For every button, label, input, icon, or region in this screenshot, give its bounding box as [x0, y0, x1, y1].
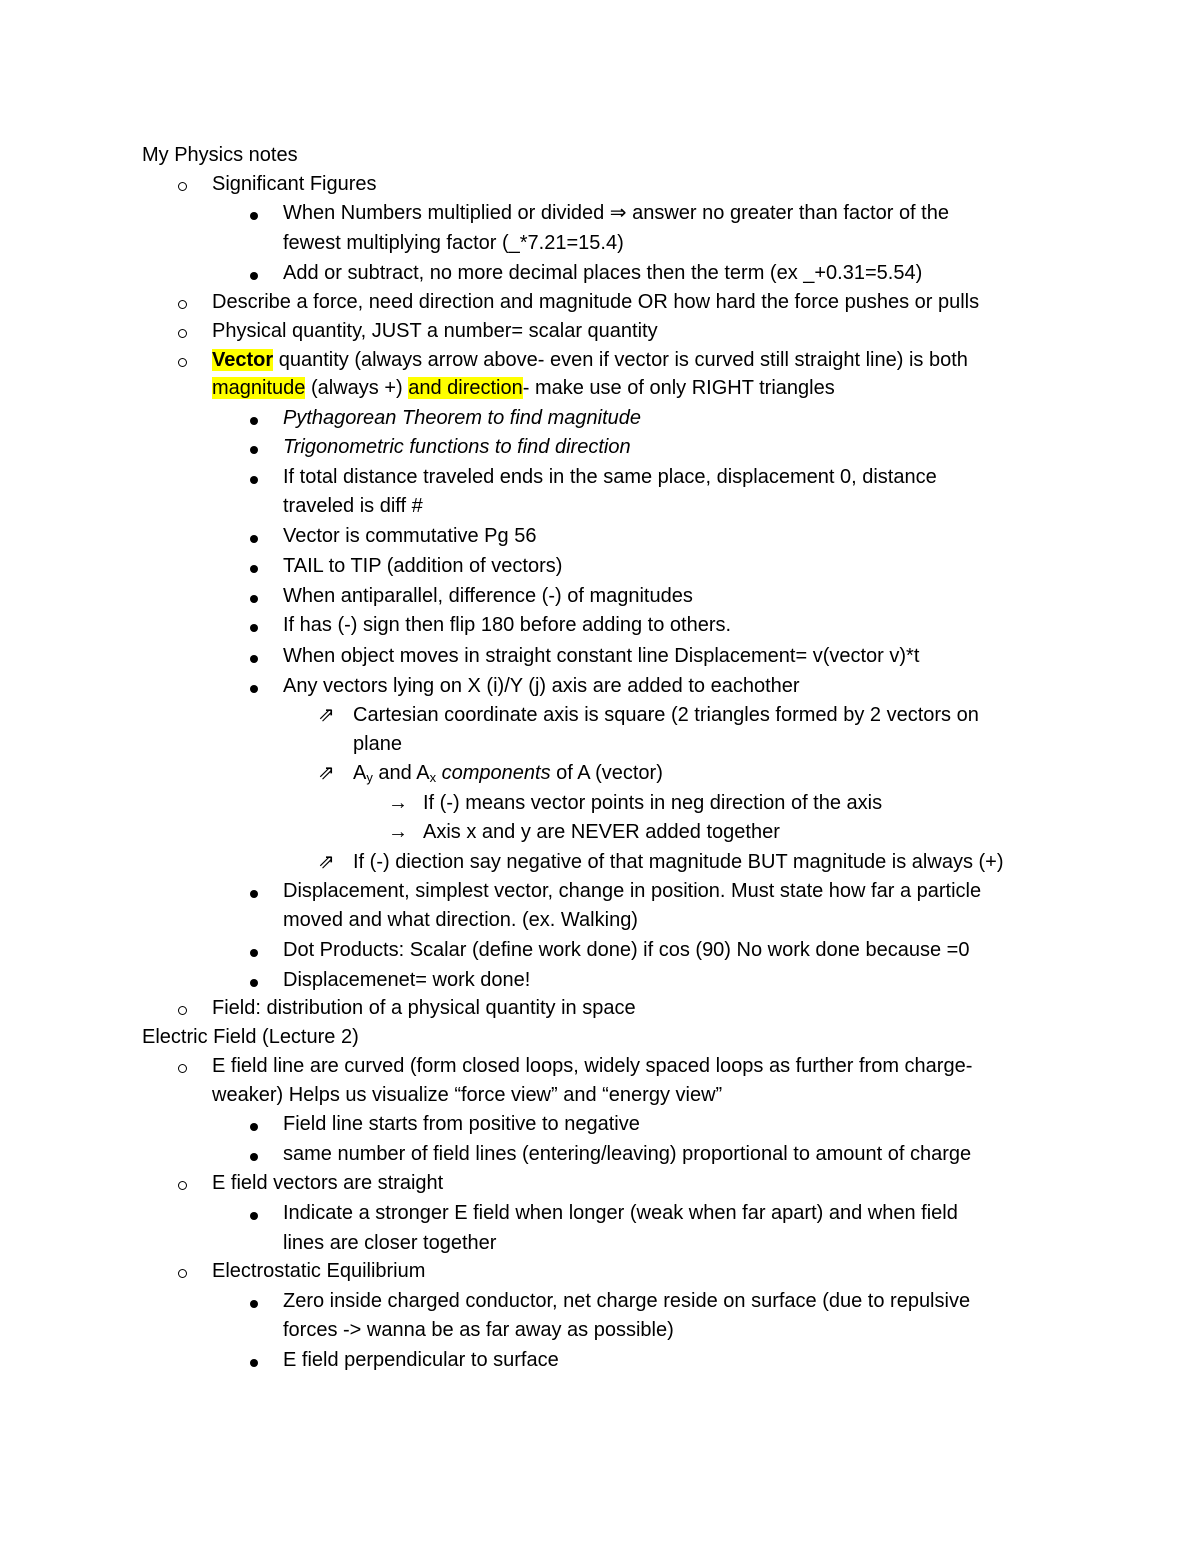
- vector-text-3: - make use of only RIGHT triangles: [522, 377, 835, 399]
- item-displacement-cont: moved and what direction. (ex. Walking): [283, 909, 638, 931]
- comp-and: and A: [372, 762, 430, 784]
- dot-bullet: [250, 1111, 258, 1141]
- item-stronger-cont: lines are closer together: [283, 1232, 497, 1254]
- dot-bullet: [250, 1347, 258, 1377]
- dot-bullet: [250, 612, 258, 642]
- vector-text-2: (always +): [305, 377, 409, 399]
- arrow-star-bullet-icon: ⇗: [318, 762, 335, 784]
- item-zero-inside-cont: forces -> wanna be as far away as possible): [283, 1319, 674, 1341]
- item-equilibrium: Electrostatic Equilibrium: [212, 1260, 426, 1282]
- dot-bullet: [250, 405, 258, 435]
- dot-bullet: [250, 523, 258, 553]
- item-significant-figures: Significant Figures: [212, 173, 377, 195]
- circle-bullet: [178, 1053, 187, 1083]
- item-commutative: Vector is commutative Pg 56: [283, 525, 537, 547]
- dot-bullet: [250, 583, 258, 613]
- comp-a: A: [353, 762, 367, 784]
- circle-bullet: [178, 171, 187, 201]
- item-vector: [212, 346, 968, 376]
- item-force: Describe a force, need direction and magnitude OR how hard the force pushes or pulls: [212, 291, 980, 313]
- item-curved-cont: weaker) Helps us visualize “force view” and “energy view”: [212, 1084, 723, 1106]
- section-heading-electric-field: Electric Field (Lecture 2): [142, 1026, 359, 1048]
- item-displacement: Displacement, simplest vector, change in position. Must state how far a particle: [283, 880, 982, 902]
- comp-x: x: [429, 770, 437, 785]
- highlight-direction: and direction: [408, 377, 523, 399]
- item-cartesian-cont: plane: [353, 733, 402, 755]
- dot-bullet: [250, 200, 258, 230]
- dot-bullet: [250, 464, 258, 494]
- arrow-star-bullet-icon: ⇗: [318, 704, 335, 726]
- item-axes: Any vectors lying on X (i)/Y (j) axis are added to eachother: [283, 675, 800, 697]
- item-sigfig-add: Add or subtract, no more decimal places then the term (ex _+0.31=5.54): [283, 262, 923, 284]
- circle-bullet: [178, 318, 187, 348]
- page-title: My Physics notes: [142, 144, 298, 166]
- item-distance-cont: traveled is diff #: [283, 495, 423, 517]
- item-antiparallel: When antiparallel, difference (-) of magnitudes: [283, 585, 693, 607]
- item-distance: If total distance traveled ends in the same place, displacement 0, distance: [283, 466, 937, 488]
- item-field: Field: distribution of a physical quantity in space: [212, 997, 636, 1019]
- comp-word: components: [441, 762, 551, 784]
- circle-bullet: [178, 995, 187, 1025]
- highlight-vector: Vector: [212, 349, 274, 371]
- comp-rest: of A (vector): [550, 762, 663, 784]
- item-perpendicular: E field perpendicular to surface: [283, 1349, 559, 1371]
- circle-bullet: [178, 1170, 187, 1200]
- item-vector-cont: [212, 374, 835, 404]
- item-stronger: Indicate a stronger E field when longer (weak when far apart) and when field: [283, 1202, 958, 1224]
- comp-y: y: [366, 770, 373, 785]
- item-sigfig-multiply: When Numbers multiplied or divided ⇒ answer no greater than factor of the: [283, 202, 949, 224]
- item-cartesian: Cartesian coordinate axis is square (2 triangles formed by 2 vectors on: [353, 704, 979, 726]
- circle-bullet: [178, 289, 187, 319]
- item-negative-direction: If (-) diection say negative of that magnitude BUT magnitude is always (+): [353, 851, 1004, 873]
- dot-bullet: [250, 937, 258, 967]
- dot-bullet: [250, 434, 258, 464]
- dot-bullet: [250, 1200, 258, 1230]
- item-components: [353, 759, 663, 789]
- dot-bullet: [250, 1141, 258, 1171]
- item-vectors-straight: E field vectors are straight: [212, 1172, 444, 1194]
- arrow-star-bullet-icon: ⇗: [318, 851, 335, 873]
- dot-bullet: [250, 878, 258, 908]
- item-tail-tip: TAIL to TIP (addition of vectors): [283, 555, 563, 577]
- vector-text-1: quantity (always arrow above- even if vector is curved still straight line) is both: [273, 349, 968, 371]
- dot-bullet: [250, 260, 258, 290]
- arrow-bullet-icon: →: [388, 821, 408, 843]
- item-straight-line: When object moves in straight constant line Displacement= v(vector v)*t: [283, 645, 920, 667]
- item-neg-direction: If (-) means vector points in neg direction of the axis: [423, 792, 883, 814]
- item-pythagorean: Pythagorean Theorem to find magnitude: [283, 407, 641, 429]
- item-zero-inside: Zero inside charged conductor, net charge reside on surface (due to repulsive: [283, 1290, 971, 1312]
- item-sigfig-multiply-cont: fewest multiplying factor (_*7.21=15.4): [283, 232, 624, 254]
- item-never-added: Axis x and y are NEVER added together: [423, 821, 780, 843]
- dot-bullet: [250, 673, 258, 703]
- circle-bullet: [178, 1258, 187, 1288]
- dot-bullet: [250, 553, 258, 583]
- item-same-number: same number of field lines (entering/leaving) proportional to amount of charge: [283, 1143, 972, 1165]
- dot-bullet: [250, 1288, 258, 1318]
- item-dot-products: Dot Products: Scalar (define work done) if cos (90) No work done because =0: [283, 939, 970, 961]
- item-positive-negative: Field line starts from positive to negative: [283, 1113, 640, 1135]
- arrow-bullet-icon: →: [388, 792, 408, 814]
- highlight-magnitude: magnitude: [212, 377, 306, 399]
- dot-bullet: [250, 643, 258, 673]
- item-scalar: Physical quantity, JUST a number= scalar quantity: [212, 320, 658, 342]
- item-work-done: Displacemenet= work done!: [283, 969, 531, 991]
- item-sign: If has (-) sign then flip 180 before adding to others.: [283, 614, 732, 636]
- circle-bullet: [178, 347, 187, 377]
- dot-bullet: [250, 967, 258, 997]
- item-curved: E field line are curved (form closed loops, widely spaced loops as further from charge-: [212, 1055, 973, 1077]
- item-trig: Trigonometric functions to find direction: [283, 436, 631, 458]
